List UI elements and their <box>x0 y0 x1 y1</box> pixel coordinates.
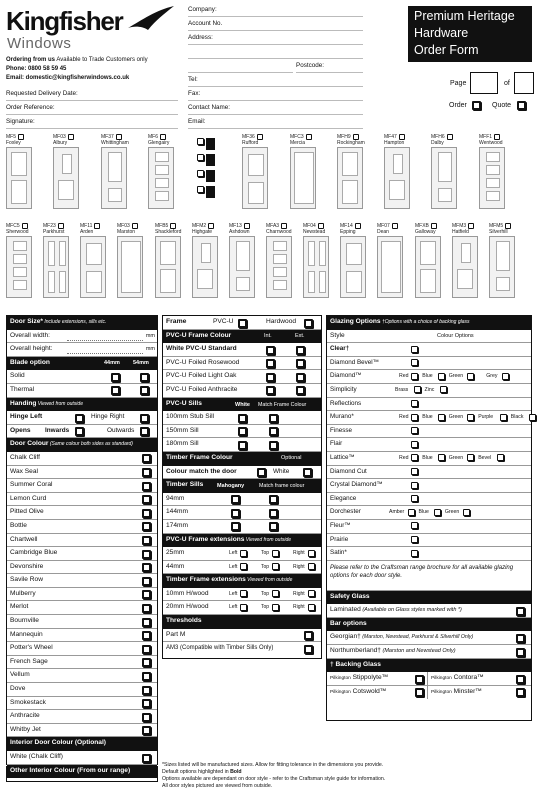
laminated-checkbox[interactable] <box>516 607 525 616</box>
door-size-header: Door Size* Include extensions, sills etc. <box>7 316 157 330</box>
field-address[interactable]: Address: <box>188 32 363 45</box>
glazing-lattice-blue-checkbox[interactable] <box>438 454 445 461</box>
foiled-int-checkbox[interactable] <box>266 373 275 382</box>
door-label: MF03 Albury <box>53 134 74 146</box>
door-select-checkbox[interactable] <box>392 223 398 229</box>
door-illustration <box>148 147 174 209</box>
sill-row: 150mm Sill <box>163 425 321 439</box>
ext-right-checkbox[interactable] <box>308 550 315 557</box>
page-number-input[interactable] <box>470 72 498 94</box>
door-illustration <box>303 236 329 298</box>
door-colour-header: Door Colour (Same colour both sides as standard) <box>7 438 157 452</box>
colour-dove-checkbox[interactable] <box>142 686 151 695</box>
backing-row-2: Pilkington Cotswold™ Pilkington Minster™ <box>327 686 531 700</box>
glazing-prairie-checkbox[interactable] <box>411 536 418 543</box>
field-address-line-2[interactable] <box>188 46 363 59</box>
door-label: MF04 Newstead <box>303 223 326 235</box>
colour-lemon-curd-checkbox[interactable] <box>142 495 151 504</box>
colour-bournville-checkbox[interactable] <box>142 618 151 627</box>
northumberland-checkbox[interactable] <box>516 648 525 657</box>
opens-outwards-checkbox[interactable] <box>140 427 149 436</box>
colour-match-row: Colour match the door White <box>163 466 321 480</box>
other-interior-input[interactable] <box>6 766 158 782</box>
door-label: MF13 Ashdown <box>229 223 250 235</box>
colour-row: Bottle <box>7 520 157 534</box>
glazing-dorchester-amber-checkbox[interactable] <box>408 509 415 516</box>
glazing-diamond-red-checkbox[interactable] <box>411 373 418 380</box>
footer-line-4: All door styles pictured are viewed from outside. <box>162 783 273 789</box>
threshold-am3-row: AM3 (Compatible with Timber Sills Only) <box>163 642 321 656</box>
colour-match-checkbox[interactable] <box>257 468 266 477</box>
interior-colour-header: Interior Door Colour (Optional) <box>7 737 157 751</box>
ordering-info <box>6 56 181 83</box>
door-label: MF36 Rufford <box>242 134 263 146</box>
glazing-clear-checkbox[interactable] <box>411 346 418 353</box>
glazing-reflections-checkbox[interactable] <box>411 400 418 407</box>
glazing-diamond-bevel-checkbox[interactable] <box>411 359 418 366</box>
timber-sill-mahogany-checkbox[interactable] <box>231 495 240 504</box>
order-checkbox[interactable] <box>472 101 481 110</box>
extension-row: 20mm H/wood Left Top Right <box>163 601 321 615</box>
page-label: Page <box>450 80 467 87</box>
glazing-style-row: Flair <box>327 438 531 452</box>
timber-sill-match-checkbox[interactable] <box>269 495 278 504</box>
door-illustration <box>479 147 505 209</box>
field-contact-name[interactable]: Contact Name: <box>188 102 363 115</box>
glazing-dorchester-blue-checkbox[interactable] <box>434 509 441 516</box>
door-illustration <box>117 236 143 298</box>
colour-row: Chartwell <box>7 534 157 548</box>
door-illustration <box>431 147 457 209</box>
sill-row: 100mm Stub Sill <box>163 411 321 425</box>
swatch <box>206 186 215 198</box>
colour-row: French Sage <box>7 656 157 670</box>
glazing-murano-blue-checkbox[interactable] <box>438 414 445 421</box>
other-interior-header: Other Interior Colour (From our range) <box>7 765 157 779</box>
door-illustration <box>266 236 292 298</box>
colour-savile-row-checkbox[interactable] <box>142 577 151 586</box>
door-label: MFB5 Shackleford <box>155 223 182 235</box>
title-line-3: Order Form <box>414 43 479 57</box>
door-illustration <box>290 147 316 209</box>
door-select-checkbox[interactable] <box>68 134 74 140</box>
door-illustration <box>43 236 69 298</box>
frame-hardwood-checkbox[interactable] <box>304 319 313 328</box>
colour-chalk-cliff-checkbox[interactable] <box>142 454 151 463</box>
footer-line-1: *Sizes listed will be manufactured sizes. Allow for fitting tolerance in the dimensions you provide. <box>162 762 384 768</box>
glazing-crystal-diamond-checkbox[interactable] <box>411 482 418 489</box>
timber-sill-row: 144mm <box>163 506 321 520</box>
colour-row: Smokestack <box>7 697 157 711</box>
field-account-no[interactable]: Account No. <box>188 18 363 31</box>
opens-inwards-checkbox[interactable] <box>75 427 84 436</box>
door-illustration <box>415 236 441 298</box>
glazing-style-row: Clear† <box>327 343 531 357</box>
thresholds-header: Thresholds <box>163 615 321 629</box>
field-signature[interactable]: Signature: <box>6 116 178 129</box>
glazing-murano-red-checkbox[interactable] <box>411 414 418 421</box>
colour-summer-coral-checkbox[interactable] <box>142 482 151 491</box>
threshold-part-m-checkbox[interactable] <box>304 631 313 640</box>
ext-top-checkbox[interactable] <box>272 563 279 570</box>
door-label: MFC3 Mercia <box>290 134 312 146</box>
door-options-column <box>6 315 158 774</box>
pvcu-extensions-header: PVC-U Frame extensions Viewed from outside <box>163 534 321 548</box>
door-label: MFF1 Wentwood <box>479 134 503 146</box>
door-illustration <box>452 236 478 298</box>
glazing-satin-checkbox[interactable] <box>411 550 418 557</box>
quote-checkbox[interactable] <box>517 101 526 110</box>
door-label: MF14 Epping <box>340 223 361 235</box>
glazing-style-row: Diamond Bevel™ <box>327 357 531 371</box>
form-title <box>408 6 532 62</box>
glazing-diamond-cut-checkbox[interactable] <box>411 468 418 475</box>
timber-sill-match-checkbox[interactable] <box>269 522 278 531</box>
ext-top-checkbox[interactable] <box>272 550 279 557</box>
glazing-fleur-checkbox[interactable] <box>411 522 418 529</box>
interior-white-checkbox[interactable] <box>142 754 151 763</box>
blade-option-header: Blade option 44mm 54mm <box>7 357 157 371</box>
frame-options-column <box>162 315 322 659</box>
colour-mannequin-checkbox[interactable] <box>142 631 151 640</box>
glazing-flair-checkbox[interactable] <box>411 441 418 448</box>
field-address-line-3[interactable] <box>188 60 293 73</box>
bar-options-header: Bar options <box>327 618 531 632</box>
backing-glass-header: † Backing Glass <box>327 659 531 673</box>
cotswold-checkbox[interactable] <box>415 688 424 697</box>
colour-row: Mulberry <box>7 588 157 602</box>
door-label: MFC5 Sherwood <box>6 223 29 235</box>
white-std-row: White PVC-U Standard <box>163 343 321 357</box>
door-label: MF5 Foxley <box>6 134 24 146</box>
door-illustration <box>192 236 218 298</box>
quote-label: Quote <box>492 102 512 109</box>
order-line-rest: Available to Trade Customers only <box>55 57 148 63</box>
title-line-2: Hardware <box>414 26 469 40</box>
overall-width-row[interactable]: Overall width: mm <box>7 330 157 344</box>
ext-right-checkbox[interactable] <box>308 590 315 597</box>
glazing-style-row: Fleur™ <box>327 520 531 534</box>
order-label: Order <box>449 102 467 109</box>
glazing-note: Please refer to the Craftsman range brochure for all available glazing options for each door style. <box>327 561 531 591</box>
phone: Phone: 0800 58 59 45 <box>6 66 67 72</box>
glazing-style-row: Finesse <box>327 425 531 439</box>
door-illustration <box>242 147 268 209</box>
ext-left-checkbox[interactable] <box>240 563 247 570</box>
ext-left-checkbox[interactable] <box>240 590 247 597</box>
door-illustration <box>337 147 363 209</box>
georgian-row: Georgian† (Marston, Newstead, Parkhurst & Silverhill Only) <box>327 631 531 645</box>
door-label: MF37 Whittingham <box>101 134 129 146</box>
sill-match-checkbox[interactable] <box>269 414 278 423</box>
brand-sub: Windows <box>7 35 72 52</box>
door-illustration <box>6 147 32 209</box>
glazing-diamond-grey-checkbox[interactable] <box>502 373 509 380</box>
door-illustration <box>53 147 79 209</box>
glazing-murano-black-checkbox[interactable] <box>529 414 536 421</box>
door-select-checkbox[interactable] <box>468 223 474 229</box>
glazing-style-row: Simplicity Brass Zinc <box>327 384 531 398</box>
colour-row: Anthracite <box>7 710 157 724</box>
door-label: MF03 Marston <box>117 223 138 235</box>
foiled-int-checkbox[interactable] <box>266 359 275 368</box>
foiled-row: PVC-U Foiled Light Oak <box>163 370 321 384</box>
sill-match-checkbox[interactable] <box>269 441 278 450</box>
email: Email: domestic@kingfisherwindows.co.uk <box>6 75 130 81</box>
threshold-part-m-row: Part M <box>163 629 321 643</box>
timber-white-checkbox[interactable] <box>303 468 312 477</box>
door-illustration <box>377 236 403 298</box>
hinge-row: Hinge Left Hinge Right <box>7 411 157 425</box>
colour-row: Savile Row <box>7 574 157 588</box>
glazing-style-row: Diamond™ Red Blue Green Grey <box>327 370 531 384</box>
foiled-ext-checkbox[interactable] <box>296 359 305 368</box>
northumberland-row: Northumberland† (Marston and Newstead Only) <box>327 645 531 659</box>
door-select-checkbox[interactable] <box>306 134 312 140</box>
timber-sills-header: Timber Sills Mahogany Match frame colour <box>163 479 321 493</box>
door-label: MFXB Galloway <box>415 223 436 235</box>
swatch-checkbox[interactable] <box>197 186 204 193</box>
sill-white-checkbox[interactable] <box>238 427 247 436</box>
field-order-reference[interactable]: Order Reference: <box>6 102 178 115</box>
colour-row: Bournville <box>7 615 157 629</box>
colour-smokestack-checkbox[interactable] <box>142 699 151 708</box>
colour-whitby-jet-checkbox[interactable] <box>142 726 151 735</box>
colour-row: Mannequin <box>7 629 157 643</box>
glazing-simplicity-zinc-checkbox[interactable] <box>440 386 447 393</box>
ext-right-checkbox[interactable] <box>308 563 315 570</box>
footer-line-3: Options available are dependant on door style - refer to the Craftsman style guide for information. <box>162 776 386 782</box>
foiled-row: PVC-U Foiled Rosewood <box>163 357 321 371</box>
ext-right-checkbox[interactable] <box>308 604 315 611</box>
brand-logo <box>6 4 176 56</box>
glazing-options-column <box>326 315 532 721</box>
colour-french-sage-checkbox[interactable] <box>142 658 151 667</box>
door-select-checkbox[interactable] <box>94 223 100 229</box>
glazing-lattice-red-checkbox[interactable] <box>411 454 418 461</box>
extension-row: 44mm Left Top Right <box>163 561 321 575</box>
extension-row: 10mm H/wood Left Top Right <box>163 588 321 602</box>
glazing-murano-green-checkbox[interactable] <box>467 414 474 421</box>
glazing-style-row: Prairie <box>327 534 531 548</box>
colour-potter-s-wheel-checkbox[interactable] <box>142 645 151 654</box>
colour-merlot-checkbox[interactable] <box>142 604 151 613</box>
door-illustration <box>384 147 410 209</box>
footer-line-2: Default options highlighted in Bold <box>162 769 242 775</box>
timber-frame-colour-header: Timber Frame Colour Optional <box>163 452 321 466</box>
field-fax[interactable]: Fax: <box>188 88 363 101</box>
glazing-finesse-checkbox[interactable] <box>411 427 418 434</box>
frame-pvcu-checkbox[interactable] <box>238 319 247 328</box>
foiled-ext-checkbox[interactable] <box>296 373 305 382</box>
blade-solid-row: Solid <box>7 370 157 384</box>
door-label: MFM2 Highgate <box>192 223 214 235</box>
blade-solid-54-checkbox[interactable] <box>140 373 149 382</box>
timber-extensions-header: Timber Frame extensions Viewed from outside <box>163 574 321 588</box>
glazing-style-row: Satin* <box>327 547 531 561</box>
door-illustration <box>6 236 32 298</box>
interior-white-row: White (Chalk Cliff) <box>7 751 157 765</box>
glazing-lattice-bevel-checkbox[interactable] <box>497 454 504 461</box>
door-select-checkbox[interactable] <box>447 134 453 140</box>
swatch-checkbox[interactable] <box>197 170 204 177</box>
title-line-1: Premium Heritage <box>414 9 515 23</box>
field-postcode[interactable]: Postcode: <box>296 60 363 73</box>
colour-devonshire-checkbox[interactable] <box>142 563 151 572</box>
sill-row: 180mm Sill <box>163 438 321 452</box>
of-label: of <box>504 80 510 87</box>
ext-left-checkbox[interactable] <box>240 550 247 557</box>
timber-sill-mahogany-checkbox[interactable] <box>231 522 240 531</box>
glazing-style-row: Crystal Diamond™ <box>327 479 531 493</box>
sill-white-checkbox[interactable] <box>238 441 247 450</box>
colour-vellum-checkbox[interactable] <box>142 672 151 681</box>
glazing-style-header: Style Colour Options <box>327 330 531 344</box>
door-label: MF47 Hampton <box>384 134 405 146</box>
door-label: MF6 Glengairy <box>148 134 170 146</box>
foiled-row: PVC-U Foiled Anthracite <box>163 384 321 398</box>
frame-row: Frame PVC-U Hardwood <box>163 316 321 330</box>
blade-solid-44-checkbox[interactable] <box>111 373 120 382</box>
colour-row: Vellum <box>7 669 157 683</box>
footer-notes <box>162 762 522 790</box>
colour-row: Summer Coral <box>7 479 157 493</box>
field-email[interactable]: Email: <box>188 116 363 129</box>
threshold-am3-checkbox[interactable] <box>304 645 313 654</box>
door-colour-swatch-group <box>197 138 211 208</box>
glazing-diamond-green-checkbox[interactable] <box>467 373 474 380</box>
colour-anthracite-checkbox[interactable] <box>142 713 151 722</box>
laminated-row: Laminated (Available on Glass styles marked with *) <box>327 604 531 618</box>
glazing-simplicity-brass-checkbox[interactable] <box>414 386 421 393</box>
field-delivery-date[interactable]: Requested Delivery Date: <box>6 88 178 101</box>
white-int-checkbox[interactable] <box>266 346 275 355</box>
colour-bottle-checkbox[interactable] <box>142 522 151 531</box>
sill-white-checkbox[interactable] <box>238 414 247 423</box>
pvcu-sills-header: PVC-U Sills White Match Frame Colour <box>163 398 321 412</box>
door-label: MFM3 Hatfield <box>452 223 474 235</box>
safety-glass-header: Safety Glass <box>327 591 531 605</box>
colour-mulberry-checkbox[interactable] <box>142 590 151 599</box>
glazing-style-row: Murano* Red Blue Green Purple Black <box>327 411 531 425</box>
glazing-header: Glazing Options †Options with a choice of backing glass <box>327 316 531 330</box>
blade-thermal-54-checkbox[interactable] <box>140 386 149 395</box>
door-label: MFH9 Rockingham <box>337 134 365 146</box>
door-label: MFM5 Silverhill <box>489 223 511 235</box>
overall-height-row[interactable]: Overall height: mm <box>7 343 157 357</box>
door-illustration <box>489 236 515 298</box>
glazing-lattice-green-checkbox[interactable] <box>467 454 474 461</box>
timber-sill-match-checkbox[interactable] <box>269 509 278 518</box>
door-label: MF23 Parkhurst <box>43 223 65 235</box>
ext-top-checkbox[interactable] <box>272 590 279 597</box>
door-illustration <box>340 236 366 298</box>
colour-row: Whitby Jet <box>7 724 157 738</box>
order-line-bold: Ordering from us <box>6 57 56 63</box>
door-illustration <box>155 236 181 298</box>
glazing-style-row: Reflections <box>327 398 531 412</box>
foiled-int-checkbox[interactable] <box>266 386 275 395</box>
swatch <box>206 154 215 166</box>
sill-match-checkbox[interactable] <box>269 427 278 436</box>
colour-cambridge-blue-checkbox[interactable] <box>142 550 151 559</box>
field-tel[interactable]: Tel: <box>188 74 363 87</box>
glazing-style-row: Lattice™ Red Blue Green Bevel <box>327 452 531 466</box>
colour-row: Wax Seal <box>7 466 157 480</box>
handing-header: Handing Viewed from outside <box>7 398 157 412</box>
colour-row: Chalk Cliff <box>7 452 157 466</box>
contora-checkbox[interactable] <box>516 675 525 684</box>
glazing-diamond-blue-checkbox[interactable] <box>438 373 445 380</box>
brand-name: Kingfisher <box>6 6 123 36</box>
swatch-checkbox[interactable] <box>197 154 204 161</box>
hinge-left-checkbox[interactable] <box>75 414 84 423</box>
colour-row: Lemon Curd <box>7 493 157 507</box>
swatch <box>206 138 215 150</box>
door-illustration <box>101 147 127 209</box>
page-total-input[interactable] <box>514 72 534 94</box>
door-label: MFA3 Charnwood <box>266 223 292 235</box>
timber-sill-row: 94mm <box>163 493 321 507</box>
extension-row: 25mm Left Top Right <box>163 547 321 561</box>
hinge-right-checkbox[interactable] <box>140 414 149 423</box>
door-illustration <box>229 236 255 298</box>
colour-pitted-olive-checkbox[interactable] <box>142 509 151 518</box>
ext-top-checkbox[interactable] <box>272 604 279 611</box>
colour-row: Devonshire <box>7 561 157 575</box>
door-label: MF07 Dean <box>377 223 398 235</box>
blade-thermal-44-checkbox[interactable] <box>111 386 120 395</box>
door-label: MF11 Arden <box>80 223 100 235</box>
door-illustration <box>80 236 106 298</box>
glazing-style-row: Elegance <box>327 493 531 507</box>
door-label: MFH6 Dalby <box>431 134 453 146</box>
timber-sill-mahogany-checkbox[interactable] <box>231 509 240 518</box>
glazing-elegance-checkbox[interactable] <box>411 495 418 502</box>
glazing-murano-purple-checkbox[interactable] <box>500 414 507 421</box>
foiled-ext-checkbox[interactable] <box>296 386 305 395</box>
timber-sill-row: 174mm <box>163 520 321 534</box>
kingfisher-bird-icon <box>126 4 176 32</box>
opens-row: Opens Inwards Outwards <box>7 425 157 439</box>
ext-left-checkbox[interactable] <box>240 604 247 611</box>
colour-wax-seal-checkbox[interactable] <box>142 468 151 477</box>
colour-row: Dove <box>7 683 157 697</box>
stippolyte-checkbox[interactable] <box>415 675 424 684</box>
glazing-style-row: Dorchester Amber Blue Green <box>327 506 531 520</box>
swatch-checkbox[interactable] <box>197 138 204 145</box>
colour-row: Merlot <box>7 601 157 615</box>
field-company[interactable]: Company: <box>188 4 363 17</box>
colour-row: Pitted Olive <box>7 506 157 520</box>
colour-row: Cambridge Blue <box>7 547 157 561</box>
blade-thermal-row: Thermal <box>7 384 157 398</box>
white-ext-checkbox[interactable] <box>296 346 305 355</box>
colour-chartwell-checkbox[interactable] <box>142 536 151 545</box>
minster-checkbox[interactable] <box>516 688 525 697</box>
glazing-dorchester-green-checkbox[interactable] <box>463 509 470 516</box>
glazing-style-row: Diamond Cut <box>327 466 531 480</box>
pvcu-frame-colour-header: PVC-U Frame Colour Int. Ext. <box>163 330 321 344</box>
georgian-checkbox[interactable] <box>516 634 525 643</box>
colour-row: Potter's Wheel <box>7 642 157 656</box>
backing-row-1: Pilkington Stippolyte™ Pilkington Contora™ <box>327 672 531 686</box>
swatch <box>206 170 215 182</box>
